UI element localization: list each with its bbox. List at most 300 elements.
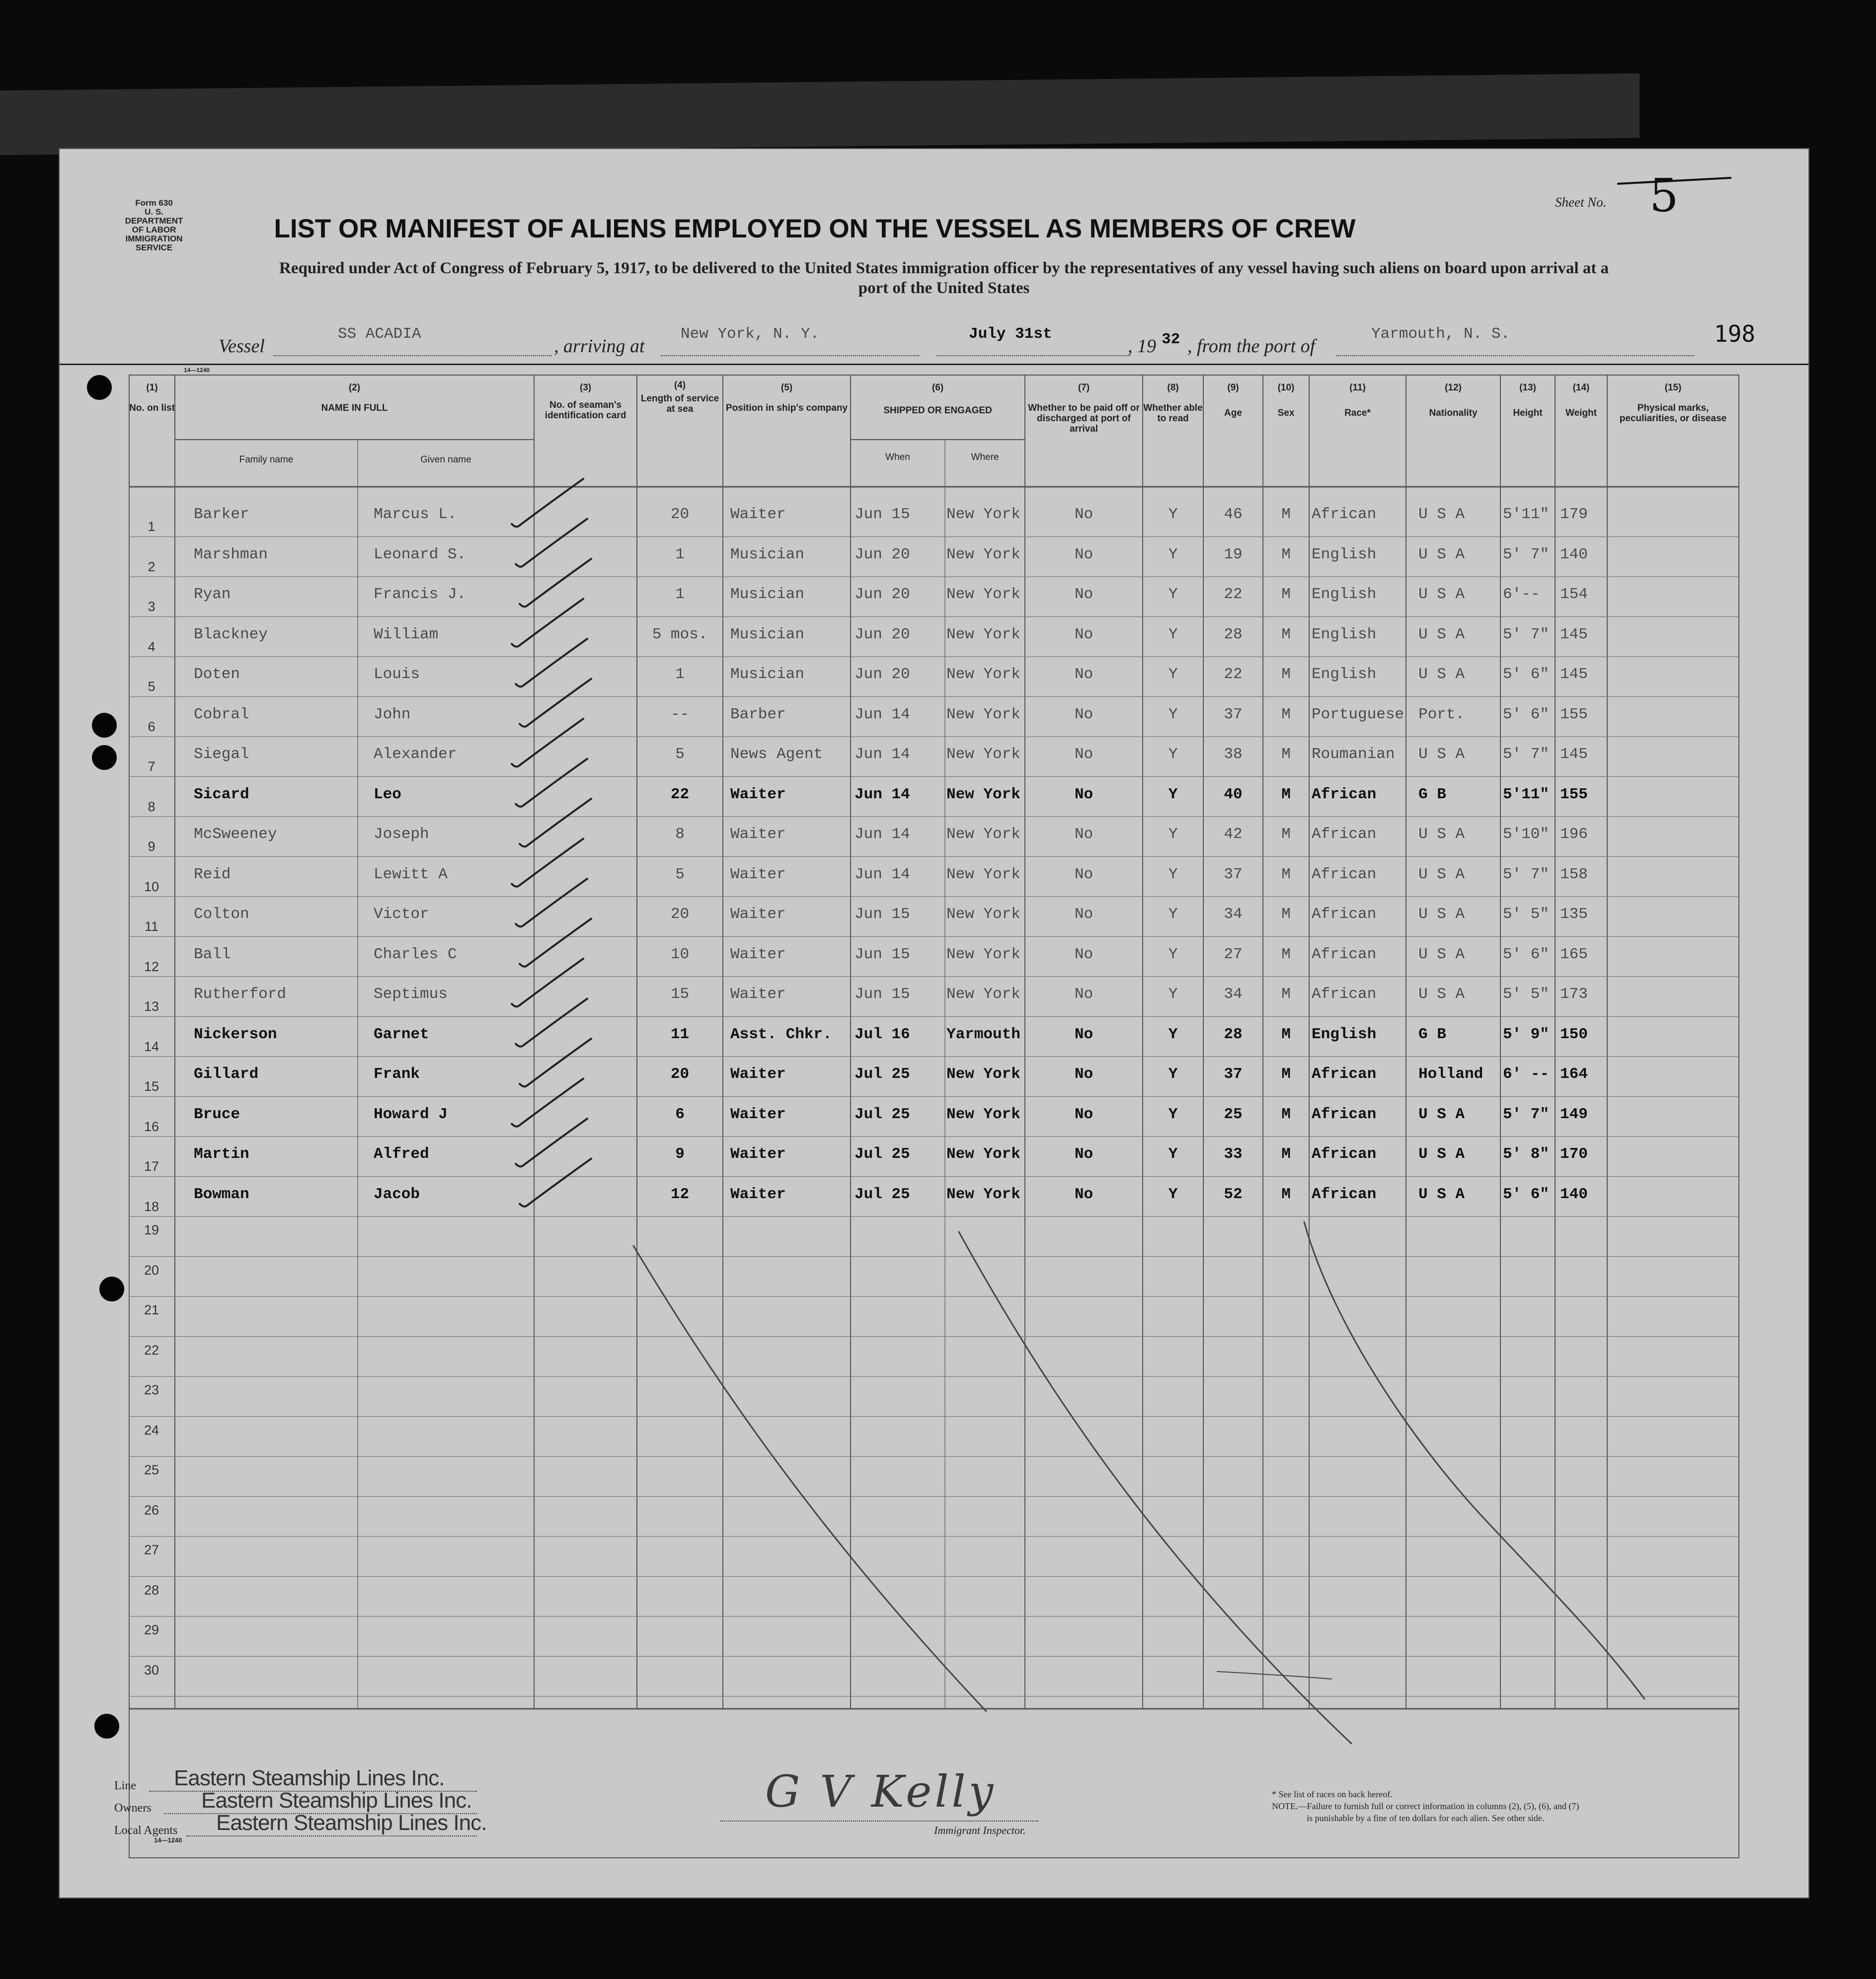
- cell-sex: M: [1281, 545, 1291, 563]
- cell-when: Jul 25: [855, 1105, 910, 1123]
- cell-position: Musician: [730, 625, 804, 643]
- row-number: 10: [144, 879, 159, 894]
- cell-where: New York: [946, 945, 1020, 963]
- cell-race: African: [1312, 986, 1377, 1003]
- cell-service: 8: [675, 826, 685, 843]
- cell-weight: 140: [1560, 545, 1588, 563]
- cell-when: Jul 16: [855, 1025, 910, 1043]
- col14-header: (14) Weight: [1565, 382, 1597, 418]
- cell-paid: No: [1074, 545, 1094, 563]
- cell-family: Nickerson: [194, 1025, 277, 1043]
- cell-paid: No: [1074, 666, 1094, 683]
- row-number: 5: [148, 679, 156, 694]
- cancel-stroke-2: [959, 1232, 1351, 1744]
- cell-paid: No: [1074, 1145, 1094, 1163]
- cell-where: New York: [946, 1185, 1020, 1203]
- cell-family: Doten: [194, 666, 240, 683]
- cell-sex: M: [1281, 1025, 1291, 1043]
- owners-value: Eastern Steamship Lines Inc.: [201, 1788, 472, 1813]
- cell-race: African: [1312, 906, 1377, 923]
- check-mark: [520, 799, 591, 846]
- cell-race: African: [1312, 1185, 1377, 1203]
- cell-when: Jun 14: [855, 826, 910, 843]
- cell-nat: G B: [1418, 785, 1446, 803]
- cell-read: Y: [1168, 1145, 1178, 1163]
- cell-height: 6' --: [1503, 1066, 1550, 1083]
- cell-where: New York: [946, 785, 1020, 803]
- cell-where: New York: [946, 586, 1020, 603]
- cell-paid: No: [1074, 586, 1094, 603]
- binder-hole: [94, 1714, 119, 1739]
- cell-height: 5' 9": [1503, 1025, 1550, 1043]
- col12-header: (12) Nationality: [1429, 382, 1478, 418]
- row-number: 12: [144, 959, 159, 974]
- cell-sex: M: [1281, 986, 1291, 1003]
- row-number: 29: [144, 1622, 159, 1637]
- cell-sex: M: [1281, 746, 1291, 763]
- cell-given: William: [374, 625, 439, 643]
- row-number: 22: [144, 1342, 159, 1358]
- cell-paid: No: [1074, 746, 1094, 763]
- cell-service: 5: [675, 746, 685, 763]
- cell-height: 5' 7": [1503, 1105, 1550, 1123]
- cell-when: Jun 20: [855, 545, 910, 563]
- cell-read: Y: [1168, 506, 1178, 523]
- small-code: 14—1240: [184, 367, 210, 374]
- cell-nat: U S A: [1418, 666, 1465, 683]
- cell-nat: Port.: [1418, 705, 1465, 723]
- arrival-year: 32: [1162, 331, 1180, 348]
- when-header: When: [885, 452, 910, 462]
- row-number: 27: [144, 1542, 159, 1557]
- binder-hole: [92, 745, 117, 770]
- cell-sex: M: [1281, 826, 1291, 843]
- cell-family: Siegal: [194, 746, 249, 763]
- cell-age: 42: [1224, 826, 1243, 843]
- cell-paid: No: [1074, 945, 1094, 963]
- cell-race: Roumanian: [1312, 746, 1395, 763]
- cell-family: Martin: [194, 1145, 249, 1163]
- cancel-stroke-1: [633, 1246, 986, 1711]
- check-mark: [516, 1119, 587, 1166]
- cell-family: Reid: [194, 865, 231, 883]
- inspector-rule: [720, 1821, 1038, 1822]
- cancel-stroke-3: [1304, 1222, 1644, 1699]
- col13-header: (13) Height: [1513, 382, 1543, 418]
- cell-age: 28: [1224, 625, 1243, 643]
- arriving-label: , arriving at: [554, 336, 645, 357]
- cell-age: 34: [1224, 986, 1243, 1003]
- cell-position: Musician: [730, 586, 804, 603]
- cell-when: Jun 20: [855, 666, 910, 683]
- cell-height: 5' 7": [1503, 865, 1550, 883]
- cell-race: African: [1312, 1145, 1377, 1163]
- cell-read: Y: [1168, 785, 1178, 803]
- cell-read: Y: [1168, 1025, 1178, 1043]
- cell-read: Y: [1168, 705, 1178, 723]
- cell-service: 12: [670, 1185, 690, 1203]
- row-number: 23: [144, 1382, 159, 1397]
- sheet-label: Sheet No.: [1555, 195, 1607, 210]
- cell-position: Asst. Chkr.: [730, 1025, 832, 1043]
- cell-service: 9: [675, 1145, 685, 1163]
- cell-service: 5: [675, 865, 685, 883]
- cell-read: Y: [1168, 986, 1178, 1003]
- cell-read: Y: [1168, 545, 1178, 563]
- cell-weight: 170: [1560, 1145, 1588, 1163]
- check-mark: [516, 639, 587, 686]
- cell-race: African: [1312, 785, 1377, 803]
- cell-position: Musician: [730, 545, 804, 563]
- cell-service: 5 mos.: [652, 625, 708, 643]
- cell-family: Colton: [194, 906, 249, 923]
- cell-age: 22: [1224, 586, 1243, 603]
- row-number: 20: [144, 1262, 159, 1278]
- cell-service: --: [670, 705, 690, 723]
- cell-weight: 179: [1560, 506, 1588, 523]
- cell-given: Alfred: [374, 1145, 429, 1163]
- col5-header: (5) Position in ship's company: [725, 382, 848, 413]
- row-number: 1: [148, 519, 156, 534]
- row-number: 13: [144, 999, 159, 1014]
- cell-read: Y: [1168, 666, 1178, 683]
- inspector-signature: G V Kelly: [765, 1766, 997, 1817]
- cell-height: 5' 6": [1503, 1185, 1550, 1203]
- cell-service: 20: [670, 506, 690, 523]
- cell-family: Bruce: [194, 1105, 240, 1123]
- cell-weight: 149: [1560, 1105, 1588, 1123]
- cell-service: 22: [670, 785, 690, 803]
- cell-age: 25: [1224, 1105, 1243, 1123]
- cell-weight: 165: [1560, 945, 1588, 963]
- year-prefix: , 19: [1128, 336, 1156, 357]
- cell-age: 40: [1224, 785, 1243, 803]
- col1-header: (1) No. on list: [129, 382, 175, 413]
- binder-hole: [99, 1277, 124, 1301]
- cell-position: Waiter: [730, 1185, 786, 1203]
- cell-read: Y: [1168, 1185, 1178, 1203]
- check-mark: [520, 679, 591, 727]
- cell-paid: No: [1074, 906, 1094, 923]
- cell-paid: No: [1074, 1025, 1094, 1043]
- row-number: 19: [144, 1222, 159, 1237]
- cell-race: English: [1312, 586, 1377, 603]
- given-name-header: Given name: [420, 455, 471, 465]
- arriving-value: New York, N. Y.: [681, 325, 820, 343]
- cell-position: Waiter: [730, 986, 786, 1003]
- cell-weight: 150: [1560, 1025, 1588, 1043]
- line-value: Eastern Steamship Lines Inc.: [174, 1766, 445, 1790]
- cell-read: Y: [1168, 865, 1178, 883]
- cell-height: 5' 6": [1503, 705, 1550, 723]
- cell-age: 22: [1224, 666, 1243, 683]
- cell-sex: M: [1281, 785, 1291, 803]
- cell-family: Marshman: [194, 545, 268, 563]
- cell-age: 37: [1224, 865, 1243, 883]
- cell-height: 5'11": [1503, 506, 1550, 523]
- from-label: , from the port of: [1187, 336, 1316, 357]
- row-number: 7: [148, 759, 156, 774]
- cell-paid: No: [1074, 785, 1094, 803]
- cell-height: 5' 5": [1503, 906, 1550, 923]
- where-header: Where: [971, 452, 999, 462]
- cell-height: 5' 7": [1503, 746, 1550, 763]
- cell-position: Waiter: [730, 906, 786, 923]
- cell-race: Portuguese: [1312, 705, 1405, 723]
- cell-given: Francis J.: [374, 586, 467, 603]
- cell-height: 5'11": [1503, 785, 1550, 803]
- cell-given: Joseph: [374, 826, 429, 843]
- col9-header: (9) Age: [1224, 382, 1242, 418]
- cell-where: New York: [946, 865, 1020, 883]
- cell-age: 28: [1224, 1025, 1243, 1043]
- cell-position: Musician: [730, 666, 804, 683]
- cell-race: African: [1312, 865, 1377, 883]
- cell-height: 5' 6": [1503, 945, 1550, 963]
- cell-read: Y: [1168, 906, 1178, 923]
- col7-header: (7) Whether to be paid off or discharged at port of arrival: [1028, 382, 1140, 434]
- footnote-3: is punishable by a fine of ten dollars for each alien. See other side.: [1307, 1813, 1545, 1823]
- agents-code: 14—1240: [154, 1836, 182, 1844]
- cell-given: Howard J: [374, 1105, 448, 1123]
- row-number: 25: [144, 1462, 159, 1477]
- row-number: 24: [144, 1422, 159, 1438]
- cell-race: African: [1312, 506, 1377, 523]
- check-mark: [520, 1039, 591, 1086]
- cell-sex: M: [1281, 865, 1291, 883]
- col11-header: (11) Race*: [1344, 382, 1371, 418]
- cell-weight: 154: [1560, 586, 1588, 603]
- cell-where: New York: [946, 666, 1020, 683]
- family-name-header: Family name: [239, 455, 294, 465]
- cell-family: Blackney: [194, 625, 268, 643]
- cell-when: Jul 25: [855, 1066, 910, 1083]
- row-number: 26: [144, 1502, 159, 1518]
- cell-where: New York: [946, 746, 1020, 763]
- cell-position: Waiter: [730, 1066, 786, 1083]
- cell-race: English: [1312, 545, 1377, 563]
- row-number: 18: [144, 1199, 159, 1214]
- cell-given: Alexander: [374, 746, 457, 763]
- cell-weight: 145: [1560, 666, 1588, 683]
- cell-service: 1: [675, 586, 685, 603]
- cell-when: Jun 14: [855, 865, 910, 883]
- cell-sex: M: [1281, 1145, 1291, 1163]
- cell-family: Gillard: [194, 1066, 259, 1083]
- cell-paid: No: [1074, 625, 1094, 643]
- cell-nat: U S A: [1418, 865, 1465, 883]
- cell-height: 5'10": [1503, 826, 1550, 843]
- cell-where: New York: [946, 986, 1020, 1003]
- cell-position: Waiter: [730, 506, 786, 523]
- cell-service: 10: [670, 945, 690, 963]
- cell-service: 20: [670, 1066, 690, 1083]
- row-number: 11: [144, 919, 159, 934]
- cell-sex: M: [1281, 666, 1291, 683]
- from-port: Yarmouth, N. S.: [1371, 325, 1510, 343]
- check-mark: [516, 999, 587, 1047]
- col4-header: (4) Length of service at sea: [640, 380, 719, 414]
- cell-family: Ryan: [194, 586, 231, 603]
- page-number: 198: [1714, 320, 1756, 347]
- cell-nat: U S A: [1418, 1145, 1465, 1163]
- cell-nat: U S A: [1418, 506, 1465, 523]
- cell-race: African: [1312, 945, 1377, 963]
- check-mark: [520, 919, 591, 967]
- col10-header: (10) Sex: [1277, 382, 1295, 418]
- cell-sex: M: [1281, 1066, 1291, 1083]
- back-sheet: [0, 74, 1640, 155]
- cell-height: 5' 7": [1503, 545, 1550, 563]
- cell-nat: U S A: [1418, 826, 1465, 843]
- cell-given: Jacob: [374, 1185, 420, 1203]
- cell-service: 15: [670, 986, 690, 1003]
- binder-hole: [87, 375, 112, 400]
- cell-service: 1: [675, 666, 685, 683]
- cell-given: Louis: [374, 666, 420, 683]
- row-number: 8: [148, 799, 156, 814]
- cell-age: 46: [1224, 506, 1243, 523]
- cell-weight: 155: [1560, 785, 1588, 803]
- cell-where: New York: [946, 826, 1020, 843]
- row-number: 9: [148, 839, 156, 854]
- cell-given: Lewitt A: [374, 865, 448, 883]
- cell-family: Bowman: [194, 1185, 249, 1203]
- cell-weight: 140: [1560, 1185, 1588, 1203]
- cell-nat: U S A: [1418, 906, 1465, 923]
- inspector-label: Immigrant Inspector.: [934, 1824, 1026, 1836]
- cell-weight: 145: [1560, 625, 1588, 643]
- cell-position: Waiter: [730, 865, 786, 883]
- cell-given: Garnet: [374, 1025, 429, 1043]
- cell-when: Jun 14: [855, 785, 910, 803]
- cell-family: Sicard: [194, 785, 249, 803]
- cell-when: Jun 20: [855, 586, 910, 603]
- cell-read: Y: [1168, 1105, 1178, 1123]
- row-number: 30: [144, 1662, 159, 1677]
- cell-race: African: [1312, 826, 1377, 843]
- cell-paid: No: [1074, 1066, 1094, 1083]
- cell-when: Jun 14: [855, 705, 910, 723]
- cell-family: Ball: [194, 945, 231, 963]
- cell-sex: M: [1281, 705, 1291, 723]
- cell-service: 11: [670, 1025, 690, 1043]
- cell-paid: No: [1074, 826, 1094, 843]
- cell-given: Leonard S.: [374, 545, 467, 563]
- cell-sex: M: [1281, 625, 1291, 643]
- cell-where: New York: [946, 1105, 1020, 1123]
- cell-where: Yarmouth: [946, 1025, 1020, 1043]
- cell-read: Y: [1168, 1066, 1178, 1083]
- cell-age: 27: [1224, 945, 1243, 963]
- sheet-number: 5: [1649, 169, 1679, 222]
- binder-hole: [92, 713, 117, 738]
- cell-paid: No: [1074, 986, 1094, 1003]
- cell-age: 37: [1224, 705, 1243, 723]
- row-number: 2: [148, 559, 156, 574]
- cell-paid: No: [1074, 1105, 1094, 1123]
- agents-value: Eastern Steamship Lines Inc.: [216, 1811, 487, 1835]
- cell-read: Y: [1168, 826, 1178, 843]
- cell-paid: No: [1074, 865, 1094, 883]
- col3-header: (3) No. of seaman's identification card: [545, 382, 626, 421]
- cell-nat: U S A: [1418, 1185, 1465, 1203]
- cell-where: New York: [946, 1066, 1020, 1083]
- cell-race: African: [1312, 1105, 1377, 1123]
- cell-where: New York: [946, 906, 1020, 923]
- cell-when: Jul 25: [855, 1185, 910, 1203]
- cell-height: 5' 8": [1503, 1145, 1550, 1163]
- cell-given: Septimus: [374, 986, 448, 1003]
- cell-read: Y: [1168, 625, 1178, 643]
- cell-nat: U S A: [1418, 625, 1465, 643]
- cell-given: Marcus L.: [374, 506, 457, 523]
- cell-nat: Holland: [1418, 1066, 1484, 1083]
- cell-weight: 145: [1560, 746, 1588, 763]
- cell-age: 33: [1224, 1145, 1243, 1163]
- row-number: 6: [148, 719, 156, 734]
- cell-position: Waiter: [730, 826, 786, 843]
- cell-read: Y: [1168, 586, 1178, 603]
- cell-given: Frank: [374, 1066, 420, 1083]
- footnote-1: * See list of races on back hereof.: [1272, 1789, 1393, 1799]
- cell-read: Y: [1168, 945, 1178, 963]
- cell-position: News Agent: [730, 746, 823, 763]
- cell-when: Jun 20: [855, 625, 910, 643]
- check-mark: [520, 1159, 591, 1207]
- cell-when: Jun 15: [855, 906, 910, 923]
- row-number: 21: [144, 1302, 159, 1317]
- cell-where: New York: [946, 1145, 1020, 1163]
- row-number: 16: [144, 1119, 159, 1134]
- agents-rule: [186, 1835, 477, 1836]
- cell-age: 34: [1224, 906, 1243, 923]
- cell-age: 38: [1224, 746, 1243, 763]
- cell-service: 1: [675, 545, 685, 563]
- cell-height: 5' 6": [1503, 666, 1550, 683]
- cell-nat: U S A: [1418, 945, 1465, 963]
- cell-weight: 135: [1560, 906, 1588, 923]
- row-number: 17: [144, 1159, 159, 1174]
- cell-service: 20: [670, 906, 690, 923]
- owners-label: Owners: [114, 1802, 152, 1815]
- cell-read: Y: [1168, 746, 1178, 763]
- cell-weight: 196: [1560, 826, 1588, 843]
- check-mark: [516, 879, 587, 926]
- check-mark: [512, 479, 583, 527]
- cell-nat: U S A: [1418, 545, 1465, 563]
- cell-when: Jun 15: [855, 986, 910, 1003]
- cell-race: English: [1312, 625, 1377, 643]
- cell-sex: M: [1281, 1185, 1291, 1203]
- cell-family: Rutherford: [194, 986, 287, 1003]
- cell-nat: G B: [1418, 1025, 1446, 1043]
- cell-age: 52: [1224, 1185, 1243, 1203]
- row-number: 3: [148, 599, 156, 614]
- page-title: LIST OR MANIFEST OF ALIENS EMPLOYED ON THE VESSEL AS MEMBERS OF CREW: [274, 214, 1356, 243]
- cell-position: Waiter: [730, 1145, 786, 1163]
- col6-header: (6) SHIPPED OR ENGAGED: [883, 382, 992, 416]
- cell-when: Jul 25: [855, 1145, 910, 1163]
- manifest-page: [60, 149, 1808, 1898]
- cell-position: Waiter: [730, 1105, 786, 1123]
- cell-height: 6'--: [1503, 586, 1540, 603]
- cell-paid: No: [1074, 705, 1094, 723]
- col8-header: (8) Whether able to read: [1143, 382, 1203, 424]
- cell-given: Charles C: [374, 945, 457, 963]
- row-number: 14: [144, 1039, 159, 1054]
- form-number: Form 630: [135, 198, 173, 208]
